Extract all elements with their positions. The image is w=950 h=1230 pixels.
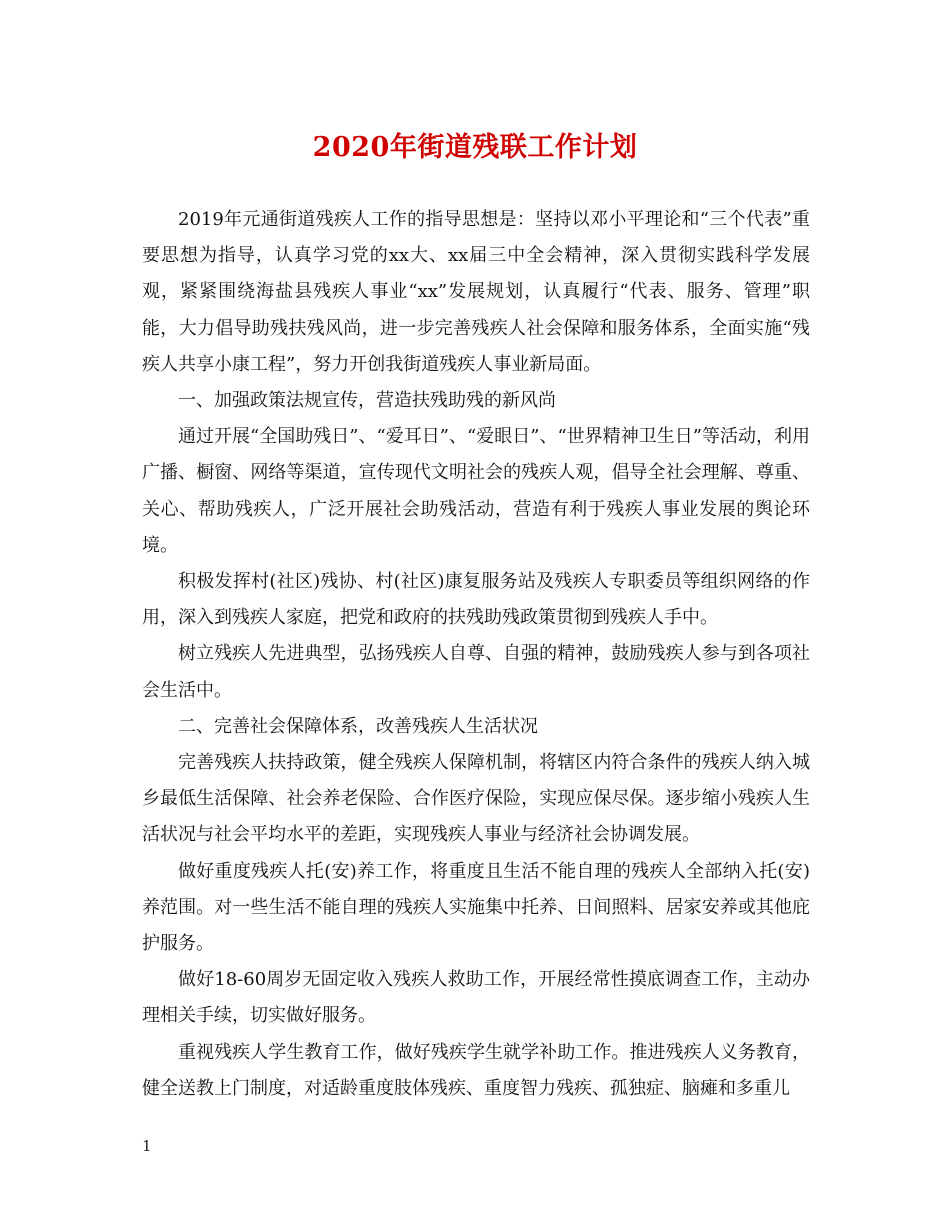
paragraph-guiding-thought: 2019年元通街道残疾人工作的指导思想是：坚持以邓小平理论和“三个代表”重要思想为指导，认真学习党的xx大、xx届三中全会精神，深入贯彻实践科学发展观，紧紧围绕海盐县残疾人事业“xx”发展规划，认真履行“代表、服务、管理”职能，大力倡导助残扶残风尚，进一步完善残疾人社会保障和服务体系，全面实施“残疾人共享小康工程”，努力开创我街道残疾人事业新局面。 <box>142 209 810 375</box>
paragraph: 积极发挥村(社区)残协、村(社区)康复服务站及残疾人专职委员等组织网络的作用，深入到残疾人家庭，把党和政府的扶残助残政策贯彻到残疾人手中。 <box>142 571 810 629</box>
document-body <box>142 202 810 1107</box>
document-title: 2020年街道残联工作计划 <box>312 132 638 163</box>
paragraph: 重视残疾人学生教育工作，做好残疾学生就学补助工作。推进残疾人义务教育，健全送教上门制度，对适龄重度肢体残疾、重度智力残疾、孤独症、脑瘫和多重儿 <box>142 1041 810 1099</box>
paragraph: 完善残疾人扶持政策，健全残疾人保障机制，将辖区内符合条件的残疾人纳入城乡最低生活保障、社会养老保险、合作医疗保险，实现应保尽保。逐步缩小残疾人生活状况与社会平均水平的差距，实现残疾人事业与经济社会协调发展。 <box>142 752 810 846</box>
section-heading-1: 一、加强政策法规宣传，营造扶残助残的新风尚 <box>178 390 556 412</box>
section-heading-2: 二、完善社会保障体系，改善残疾人生活状况 <box>178 715 538 737</box>
paragraph: 做好重度残疾人托(安)养工作，将重度且生活不能自理的残疾人全部纳入托(安)养范围。对一些生活不能自理的残疾人实施集中托养、日间照料、居家安养或其他庇护服务。 <box>142 860 810 955</box>
page-number: 1 <box>142 1137 152 1155</box>
paragraph: 通过开展“全国助残日”、“爱耳日”、“爱眼日”、“世界精神卫生日”等活动，利用广播、橱窗、网络等渠道，宣传现代文明社会的残疾人观，倡导全社会理解、尊重、关心、帮助残疾人，广泛开展社会助残活动，营造有利于残疾人事业发展的舆论环境。 <box>142 426 810 556</box>
paragraph: 树立残疾人先进典型，弘扬残疾人自尊、自强的精神，鼓励残疾人参与到各项社会生活中。 <box>142 643 810 701</box>
paragraph: 做好18-60周岁无固定收入残疾人救助工作，开展经常性摸底调查工作，主动办理相关手续，切实做好服务。 <box>142 969 810 1027</box>
